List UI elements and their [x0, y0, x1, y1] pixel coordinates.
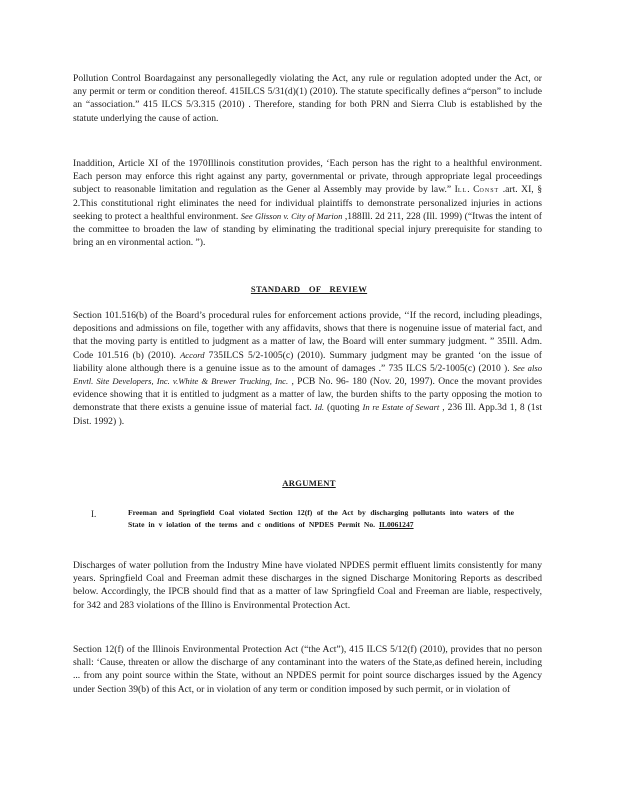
section-heading-argument — [0, 478, 618, 488]
issue-heading — [128, 507, 514, 530]
text-run: Section 101.516(b) of the Board’s procedural rules for enforcement actions provide, ‘‘If the record, including pleadings, depositions and admissions on file, together with any affidavits, shows that there is nogenuine issue of material fact, and that the moving party is entitled to judgment as a matter of law, the Board will enter summary judgment. ” 35Ill. Adm. Code 101.516 (b) (2010). — [73, 310, 542, 361]
text-run: ,188Ill. 2d 211, 228 (Ill. 1999) (“Itwas the intent of the committee to broaden the law of standing by eliminating the traditional special injury prerequisite for standing to bring an en vironmental action. ”). — [73, 210, 542, 249]
text-run: , PCB No. 96- 180 (Nov. 20, 1997). Once the movant provides evidence showing that it is entitled to judgment as a matter of law, the burden shifts to the party opposing the motion to demonstrate that there exists a genuine issue of material fact. — [73, 376, 542, 414]
issue-heading-text: Freeman and Springfield Coal violated Section 12(f) of the Act by discharging pollutants into waters of the State in v iolation of the terms and c onditions of NPDES Permit No. — [128, 508, 514, 529]
case-citation: In re Estate of Sewart — [362, 402, 440, 413]
issue-numeral: I. — [91, 509, 97, 519]
text-run-small-caps: onst — [479, 184, 500, 195]
heading-text: STANDARD OF REVIEW — [250, 284, 368, 294]
paragraph-standing-statute: Pollution Control Boardagainst any personallegedly violating the Act, any rule or regulation adopted under the Act, or any permit or term or condition thereof. 415ILCS 5/31(d)(1) (2010). The statute specifically defines a“person” to include an “association.” 415 ILCS 5/3.315 (2010) . Therefore, standing for both PRN and Sierra Club is established by the statute underlying the cause of action. — [73, 73, 542, 124]
case-citation: See also Envtl. Site Developers, Inc. v.White & Brewer Trucking, Inc. — [73, 362, 542, 387]
paragraph-discharges: Discharges of water pollution from the Industry Mine have violated NPDES permit effluent limits consistently for many years. Springfield Coal and Freeman admit these discharges in the signed Discharge Monitoring Reports as described below. Accordingly, the IPCB should find that as a matter of law Springfield Coal and Freeman are liable, respectively, for 342 and 283 violations of the Illino is Environmental Protection Act. — [73, 560, 542, 611]
paragraph-standard-of-review — [73, 309, 542, 428]
section-heading-standard-of-review — [0, 284, 618, 294]
text-run: .art. XI, § 2.This constitutional right eliminates the need for individual plaintiffs to demonstrate personalized injuries in actions seeking to protect a healthful environment. — [73, 184, 543, 222]
permit-number: IL0061247 — [378, 519, 414, 529]
paragraph-constitution — [73, 157, 542, 249]
text-run: Inaddition, Article XI of the 1970Illinois constitution provides, ‘Each person has the right to a healthful environment. Each person may enforce this right against any party, governmental or private, through appropriate legal proceedings subject to reasonable limitation and regulation as the Gener al Assembly may provide by law.” I — [73, 158, 542, 196]
text-run: , 236 Ill. App.3d 1, 8 (1st Dist. 1992) ). — [73, 402, 543, 427]
text-run: (quoting — [324, 402, 363, 414]
paragraph-section-12f: Section 12(f) of the Illinois Environmental Protection Act (“the Act”), 415 ILCS 5/12(f) (2010), provides that no person shall: ‘Cause, threaten or allow the discharge of any contaminant into the waters of the State,as defined herein, including ... from any point source within the State, without an NPDES permit for point source discharges issued by the Agency under Section 39(b) of this Act, or in violation of any term or condition imposed by such permit, or in violation of — [73, 644, 542, 695]
text-run-small-caps: ll — [457, 184, 468, 195]
case-citation: See Glisson v. City of Marion — [240, 210, 343, 221]
text-run: . C — [467, 184, 480, 196]
citation-signal: Accord — [180, 349, 205, 360]
citation-signal: Id. — [314, 402, 325, 413]
heading-text: ARGUMENT — [282, 478, 336, 488]
text-run: 735ILCS 5/2-1005(c) (2010). Summary judgment may be granted ‘on the issue of liability alone although there is a genuine issue as to the amount of damages .” 735 ILCS 5/2-1005(c) (2010 ). — [73, 349, 542, 374]
